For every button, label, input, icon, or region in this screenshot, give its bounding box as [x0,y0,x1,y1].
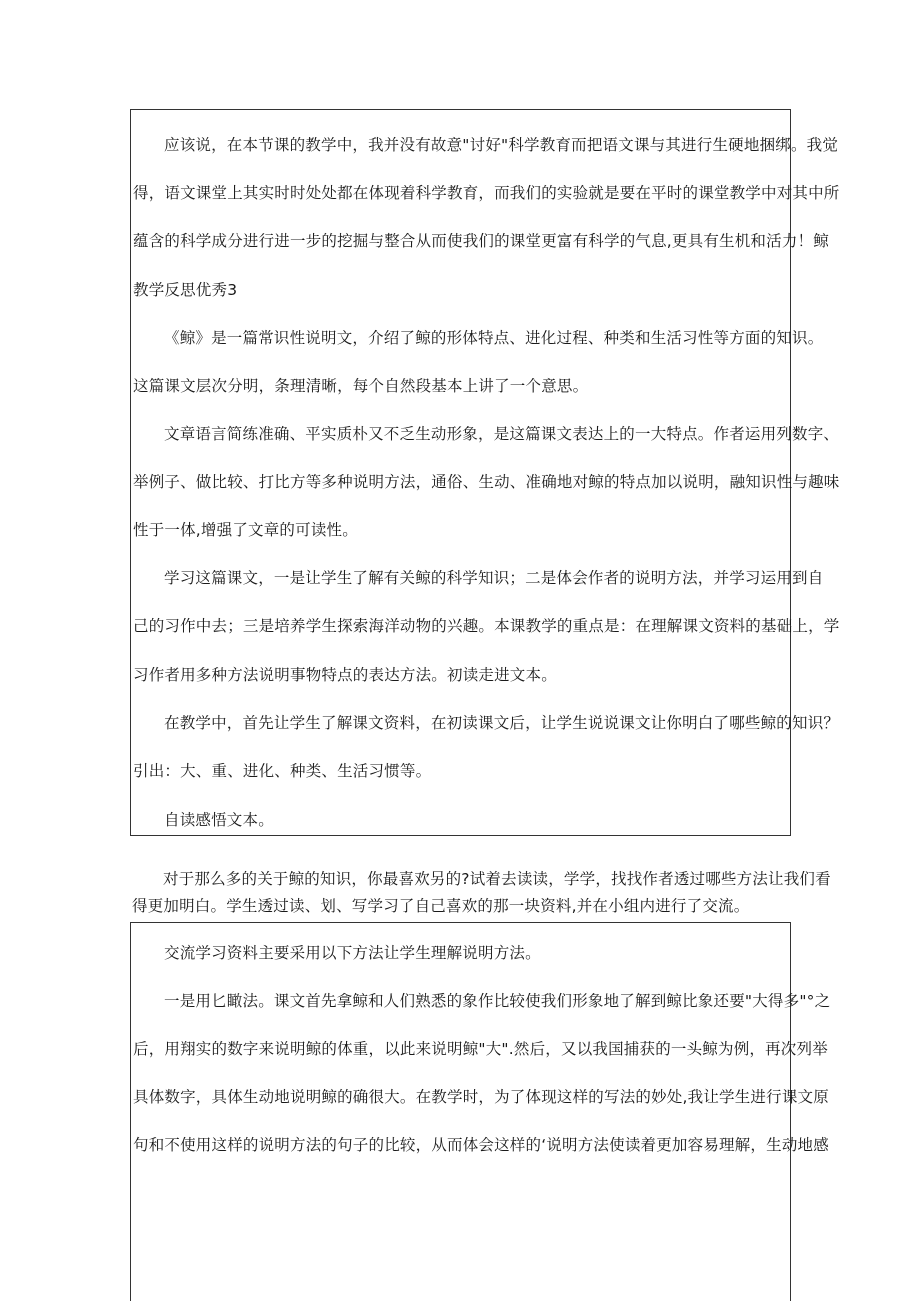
paragraph-line: 引出：大、重、进化、种类、生活习惯等。 [133,762,432,780]
text-box-bottom [130,922,831,1301]
paragraph-line: 交流学习资料主要采用以下方法让学生理解说明方法。 [164,944,541,962]
paragraph-line: 性于一体,增强了文章的可读性。 [133,521,358,539]
paragraph-line: 己的习作中去；三是培养学生探索海洋动物的兴趣。本课教学的重点是：在理解课文资料的基础上，学 [133,617,840,635]
text-paragraph-middle [130,864,831,924]
paragraph-line: 举例子、做比较、打比方等多种说明方法，通俗、生动、准确地对鲸的特点加以说明，融知识性与趣味 [133,473,840,491]
paragraph-line: 得更加明白。学生透过读、划、写学习了自己喜欢的那一块资料,并在小组内进行了交流。 [132,897,750,915]
paragraph-line: 习作者用多种方法说明事物特点的表达方法。初读走进文本。 [133,666,557,684]
paragraph-line: 自读感悟文本。 [164,811,274,829]
paragraph-line: 《鲸》是一篇常识性说明文，介绍了鲸的形体特点、进化过程、种类和生活习性等方面的知识。 [164,329,824,347]
paragraph-line: 句和不使用这样的说明方法的句子的比较，从而体会这样的‘说明方法使读着更加容易理解，生动地感 [133,1136,829,1154]
text-box-top [130,109,840,836]
paragraph-line: 在教学中，首先让学生了解课文资料，在初读课文后，让学生说说课文让你明白了哪些鲸的知识？ [164,714,840,732]
section-heading: 教学反思优秀3 [133,281,238,299]
paragraph-line: 学习这篇课文，一是让学生了解有关鲸的科学知识；二是体会作者的说明方法，并学习运用到自 [164,569,824,587]
paragraph-line: 后，用翔实的数字来说明鲸的体重，以此来说明鲸"大".然后，又以我国捕获的一头鲸为例，再次列举 [133,1040,828,1058]
paragraph-line: 这篇课文层次分明，条理清晰，每个自然段基本上讲了一个意思。 [133,377,589,395]
paragraph-line: 一是用匕瞰法。课文首先拿鲸和人们熟悉的象作比较使我们形象地了解到鲸比象还要"大得多"°之 [164,992,831,1010]
paragraph-line: 对于那么多的关于鲸的知识，你最喜欢另的?试着去读读，学学，找找作者透过哪些方法让我们看 [163,870,831,888]
paragraph-line: 蕴含的科学成分进行进一步的挖掘与整合从而使我们的课堂更富有科学的气息,更具有生机和活力！鲸 [133,232,829,250]
paragraph-line: 文章语言简练准确、平实质朴又不乏生动形象，是这篇课文表达上的一大特点。作者运用列数字、 [164,425,840,443]
paragraph-line: 得，语文课堂上其实时时处处都在体现着科学教育，而我们的实验就是要在平时的课堂教学中对其中所 [133,184,840,202]
paragraph-line: 具体数字，具体生动地说明鲸的确很大。在教学时，为了体现这样的写法的妙处,我让学生进行课文原 [133,1088,829,1106]
paragraph-line: 应该说，在本节课的教学中，我并没有故意"讨好"科学教育而把语文课与其进行生硬地捆绑。我觉 [164,136,839,154]
